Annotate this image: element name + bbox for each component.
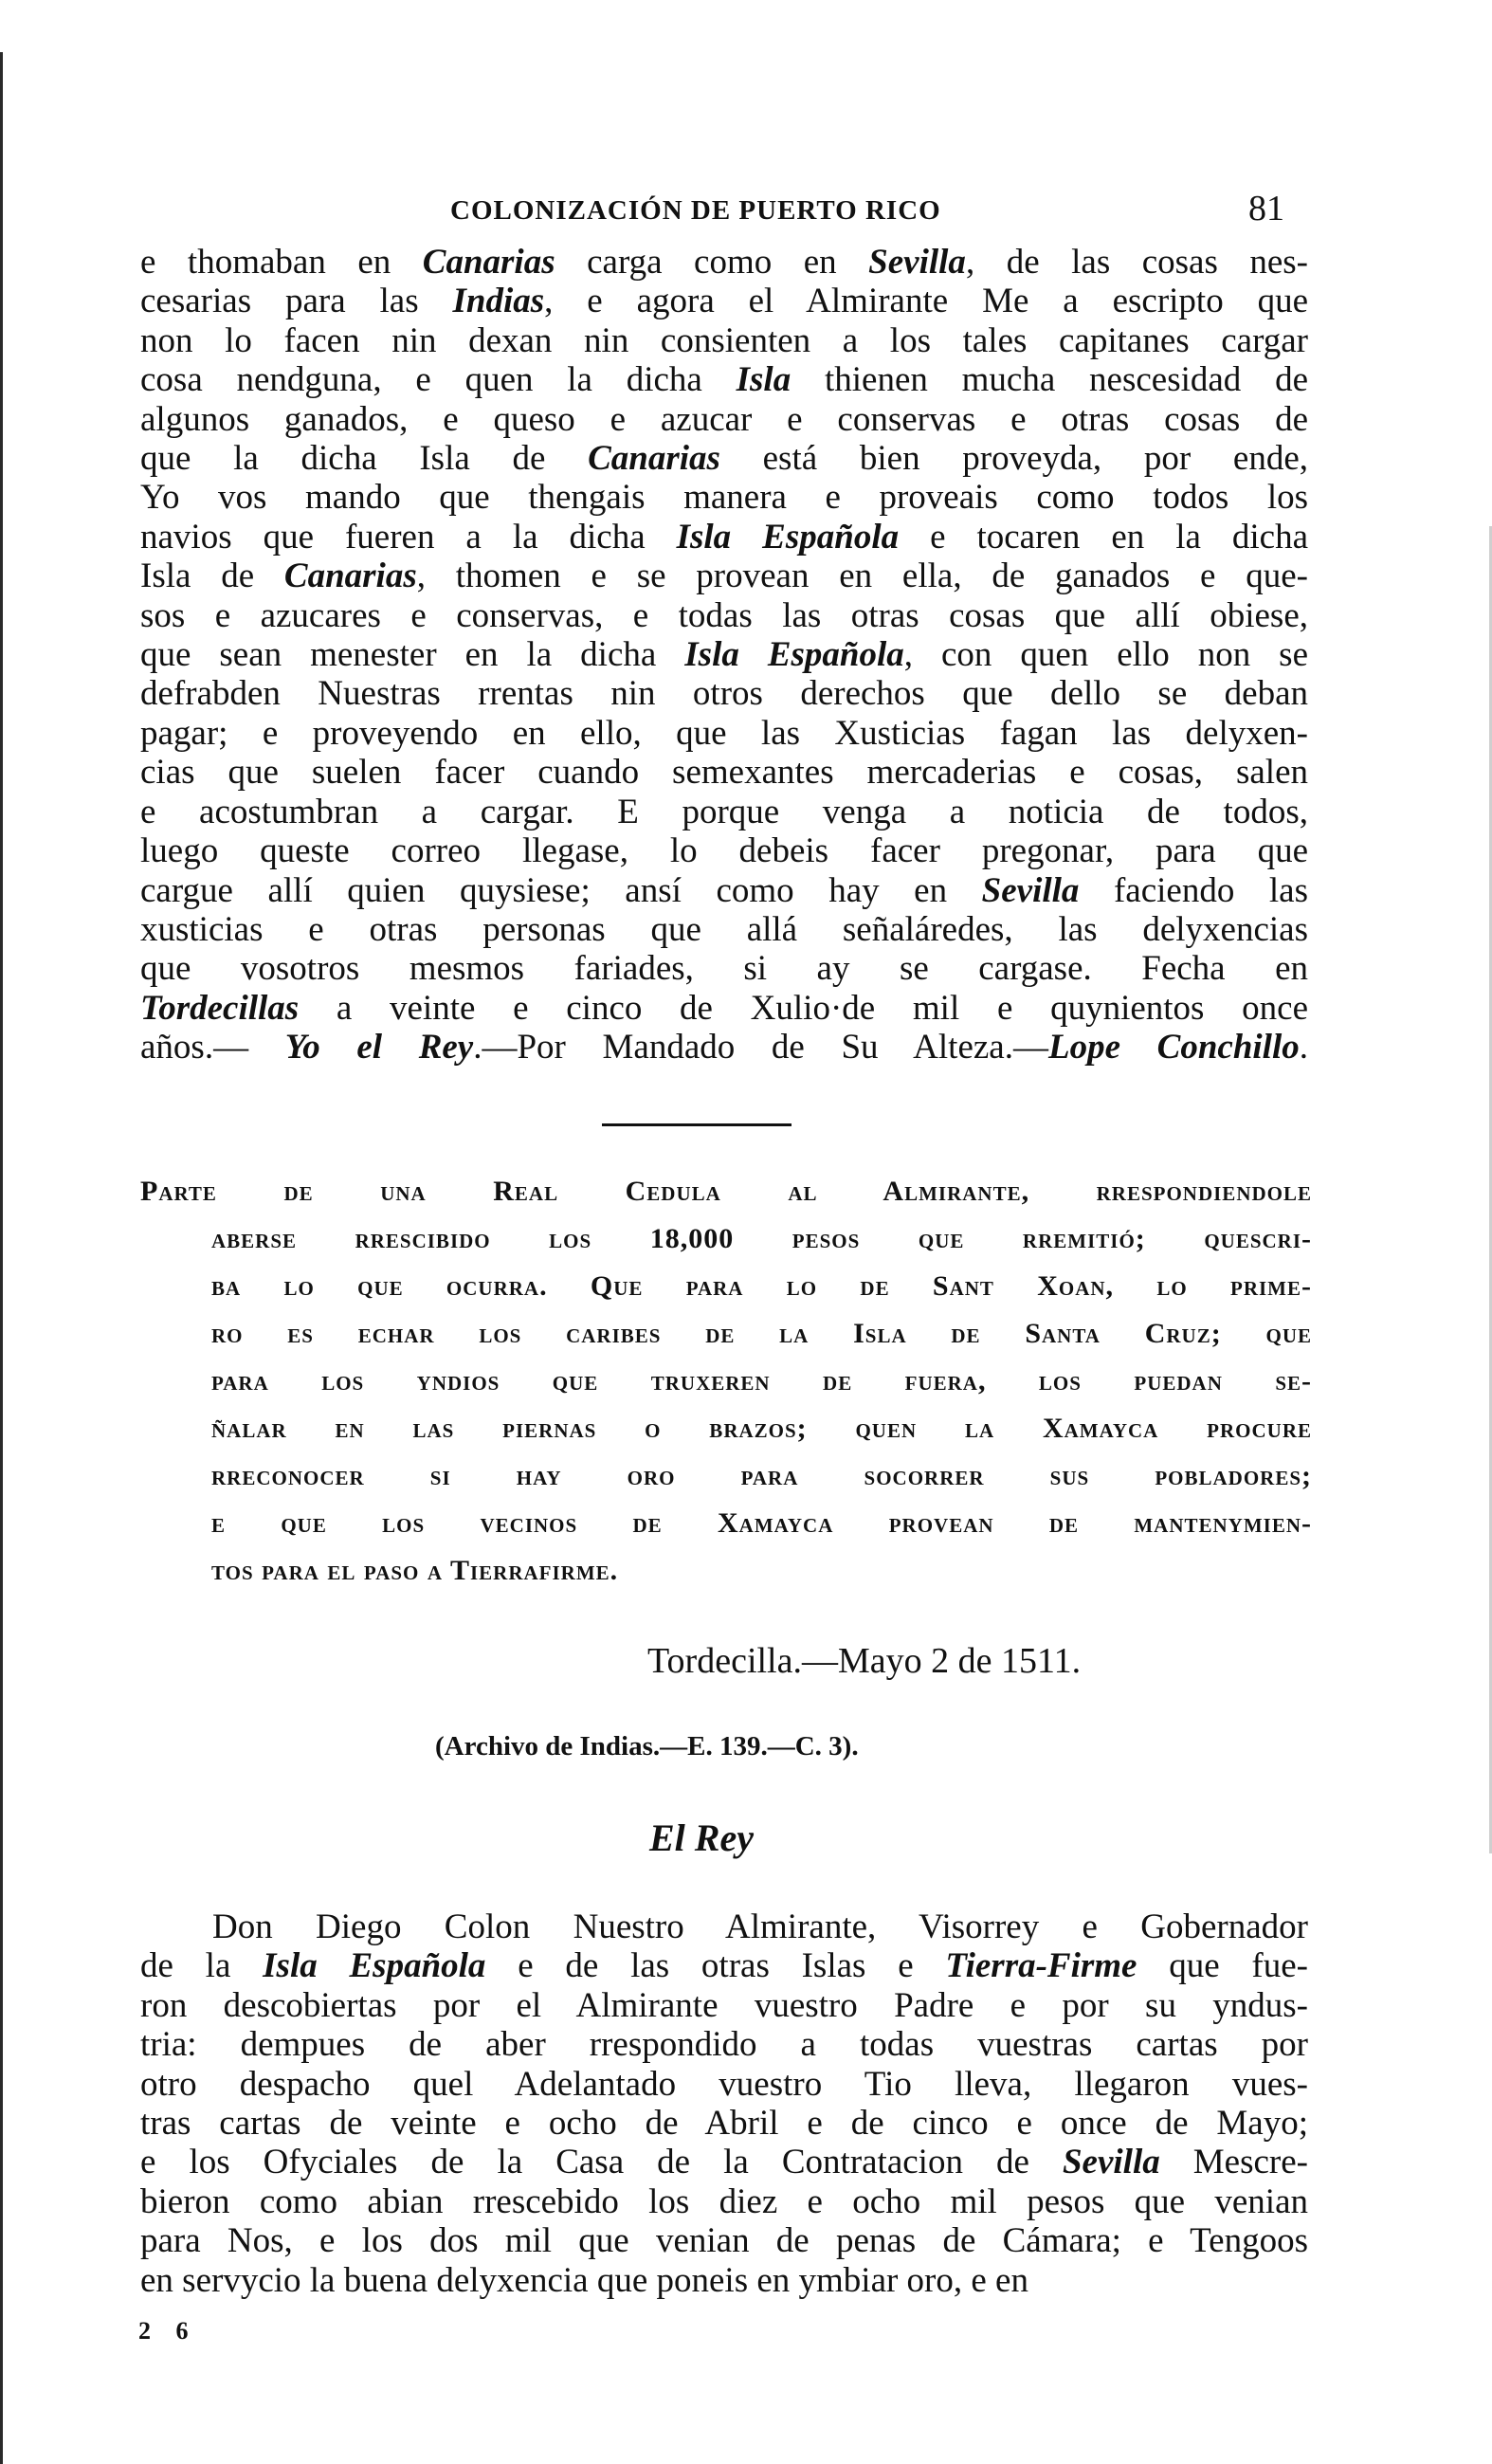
- text-run: luego queste correo llegase, lo debeis facer pregonar, para que: [140, 831, 1308, 871]
- text-line: [140, 439, 1308, 478]
- text-run: cosa nendguna, e quen la dicha: [140, 360, 737, 400]
- text-run: para Nos, e los dos mil que venian de penas de Cámara; e Tengoos: [140, 2221, 1308, 2261]
- text-line: [140, 478, 1308, 517]
- summary-line: e que los vecinos de Xamayca provean de mantenymien-: [211, 1507, 1312, 1539]
- italic-name: Yo el Rey: [284, 1028, 474, 1068]
- text-line: [140, 714, 1308, 753]
- text-run: que fue-: [1137, 1946, 1308, 1986]
- summary-line: aberse rrescibido los 18,000 pesos que rremitió; quescri-: [211, 1223, 1312, 1254]
- italic-name: Tierra-Firme: [945, 1946, 1137, 1986]
- italic-name: Isla Española: [676, 517, 900, 557]
- text-line: [140, 910, 1308, 949]
- text-line: [140, 2065, 1308, 2104]
- summary-line: ro es echar los caribes de la Isla de Santa Cruz; que: [211, 1318, 1312, 1349]
- printer-signature-mark: 2 6: [138, 2317, 198, 2345]
- text-run: e los Ofyciales de la Casa de la Contratacion de: [140, 2143, 1063, 2182]
- text-run: carga como en: [555, 243, 869, 282]
- text-line: [140, 2104, 1308, 2143]
- page-edge-shadow: [0, 52, 3, 2464]
- speaker-heading: El Rey: [649, 1816, 754, 1859]
- text-run: .—Por Mandado de Su Alteza.—: [473, 1028, 1048, 1068]
- text-run: , e agora el Almirante Me a escripto que: [544, 282, 1308, 321]
- text-run: cargue allí quien quysiese; ansí como hay en: [140, 870, 982, 910]
- text-line: [140, 674, 1308, 713]
- text-run: e tocaren en la dicha: [899, 517, 1309, 557]
- text-line: [140, 2182, 1308, 2221]
- text-line: [140, 989, 1308, 1028]
- text-run: Mescre-: [1159, 2143, 1308, 2182]
- text-run: otro despacho quel Adelantado vuestro Tio lleva, llegaron vues-: [140, 2064, 1308, 2104]
- text-run: en servycio la buena delyxencia que poneis en ymbiar oro, e en: [140, 2260, 1028, 2300]
- text-run: a veinte e cinco de Xulio·de mil e quynientos once: [299, 988, 1308, 1028]
- italic-name: Tordecillas: [140, 988, 300, 1028]
- italic-name: Canarias: [422, 243, 555, 282]
- text-line: [140, 1986, 1308, 2025]
- body-text-letter: [140, 1907, 1308, 2300]
- italic-name: Canarias: [588, 439, 720, 479]
- text-run: tria: dempues de aber rrespondido a todas vuestras cartas por: [140, 2025, 1308, 2065]
- text-run: navios que fueren a la dicha: [140, 517, 677, 557]
- italic-name: Lope Conchillo: [1047, 1028, 1300, 1068]
- text-run: pagar; e proveyendo en ello, que las Xusticias fagan las delyxen-: [140, 713, 1308, 753]
- text-line: [140, 753, 1308, 792]
- text-line: [140, 282, 1308, 320]
- text-line: [140, 831, 1308, 870]
- italic-name: Indias: [452, 282, 545, 321]
- text-run: que sean menester en la dicha: [140, 635, 685, 675]
- text-run: defrabden Nuestras rrentas nin otros derechos que dello se deban: [140, 674, 1308, 714]
- document-summary-heading: [140, 1168, 1312, 1595]
- text-line: [140, 1907, 1308, 1946]
- summary-line: para los yndios que truxeren de fuera, los puedan se-: [211, 1365, 1312, 1396]
- text-run: non lo facen nin dexan nin consienten a los tales capitanes cargar: [140, 320, 1308, 360]
- italic-name: Sevilla: [868, 243, 966, 282]
- italic-name: Sevilla: [1062, 2143, 1160, 2182]
- text-line: [140, 518, 1308, 557]
- text-run: bieron como abian rrescebido los diez e ocho mil pesos que venian: [140, 2181, 1308, 2221]
- text-run: .: [1299, 1028, 1308, 1068]
- text-run: ron descobiertas por el Almirante vuestro Padre e por su yndus-: [140, 1985, 1308, 2025]
- summary-line: Parte de una Real Cedula al Almirante, rrespondiendole: [140, 1176, 1312, 1207]
- text-run: Isla de: [140, 557, 284, 596]
- running-head: COLONIZACIÓN DE PUERTO RICO: [450, 195, 941, 226]
- text-run: e de las otras Islas e: [485, 1946, 946, 1986]
- summary-line: tos para el paso a Tierrafirme.: [211, 1555, 619, 1586]
- text-line: [140, 871, 1308, 910]
- text-run: xusticias e otras personas que allá señaláredes, las delyxencias: [140, 909, 1308, 949]
- text-run: tras cartas de veinte e ocho de Abril e de cinco e once de Mayo;: [140, 2104, 1308, 2144]
- page-number: 81: [1248, 189, 1284, 228]
- archive-citation: (Archivo de Indias.—E. 139.—C. 3).: [435, 1731, 859, 1761]
- text-run: cesarias para las: [140, 282, 453, 321]
- text-line: [140, 557, 1308, 595]
- italic-name: Canarias: [283, 557, 417, 596]
- text-run: e thomaban en: [140, 243, 423, 282]
- text-line: [140, 2025, 1308, 2064]
- text-line: [140, 793, 1308, 831]
- document-dateline: Tordecilla.—Mayo 2 de 1511.: [647, 1641, 1082, 1681]
- italic-name: Isla Española: [684, 635, 904, 675]
- text-run: de la: [140, 1946, 264, 1986]
- text-line: [140, 321, 1308, 360]
- italic-name: Sevilla: [981, 870, 1080, 910]
- italic-name: Isla: [736, 360, 791, 400]
- text-run: sos e azucares e conservas, e todas las otras cosas que allí obiese,: [140, 595, 1308, 635]
- summary-line: ba lo que ocurra. Que para lo de Sant Xoan, lo prime-: [211, 1270, 1312, 1302]
- text-run: , thomen e se provean en ella, de ganados e que-: [416, 557, 1308, 596]
- summary-line: rreconocer si hay oro para socorrer sus pobladores;: [211, 1460, 1312, 1491]
- text-line: [140, 635, 1308, 674]
- italic-name: Isla Española: [263, 1946, 486, 1986]
- text-line: [140, 596, 1308, 635]
- text-run: e acostumbran a cargar. E porque venga a noticia de todos,: [140, 792, 1308, 831]
- text-run: algunos ganados, e queso e azucar e conservas e otras cosas de: [140, 399, 1308, 439]
- text-line: [140, 949, 1308, 988]
- text-line: [140, 2143, 1308, 2181]
- text-line: [140, 2261, 1308, 2300]
- text-run: que vosotros mesmos fariades, si ay se cargase. Fecha en: [140, 949, 1308, 989]
- text-line: [140, 360, 1308, 399]
- text-run: Don Diego Colon Nuestro Almirante, Visorrey e Gobernador: [212, 1907, 1308, 1946]
- text-run: está bien proveyda, por ende,: [719, 439, 1308, 479]
- section-divider: [602, 1123, 791, 1126]
- text-run: , con quen ello non se: [903, 635, 1309, 675]
- text-run: que la dicha Isla de: [140, 439, 589, 479]
- text-line: [140, 1946, 1308, 1985]
- summary-line: ñalar en las piernas o brazos; quen la Xamayca procure: [211, 1413, 1312, 1444]
- text-run: faciendo las: [1079, 870, 1308, 910]
- body-text-continued: [140, 243, 1308, 1068]
- text-run: cias que suelen facer cuando semexantes mercaderias e cosas, salen: [140, 753, 1308, 793]
- text-run: , de las cosas nes-: [965, 243, 1309, 282]
- text-run: años.—: [140, 1028, 285, 1068]
- text-run: Yo vos mando que thengais manera e proveais como todos los: [140, 478, 1308, 518]
- text-line: [140, 243, 1308, 282]
- text-line: [140, 2221, 1308, 2260]
- text-line: [140, 400, 1308, 439]
- text-run: thienen mucha nescesidad de: [791, 360, 1308, 400]
- text-line: [140, 1028, 1308, 1067]
- page-header: [450, 188, 1284, 233]
